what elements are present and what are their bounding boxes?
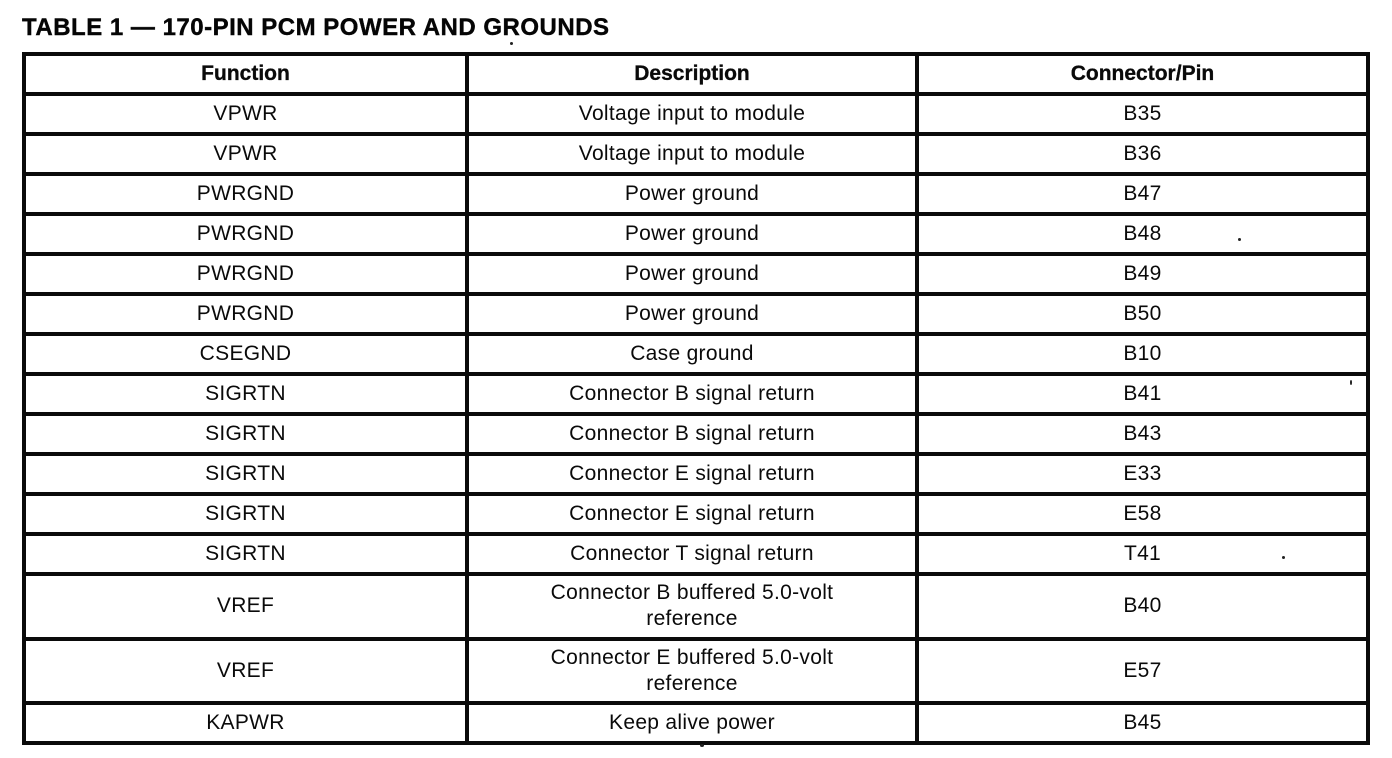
scan-noise-speck	[510, 42, 513, 45]
cell-description	[467, 454, 917, 494]
scan-noise-speck	[1238, 238, 1241, 241]
table-row	[24, 454, 1368, 494]
description-text: Connector B buffered 5.0-volt reference	[550, 581, 834, 631]
table-row	[24, 94, 1368, 134]
cell-pin: B48	[917, 214, 1368, 254]
cell-pin: B41	[917, 374, 1368, 414]
description-text: Connector B signal return	[569, 381, 815, 405]
table-row	[24, 703, 1368, 743]
cell-pin: T41	[917, 534, 1368, 574]
column-header-function: Function	[24, 54, 467, 94]
description-text: Voltage input to module	[578, 141, 806, 165]
description-text: Connector B signal return	[569, 421, 815, 445]
description-text: Connector E signal return	[569, 461, 815, 485]
cell-function: VREF	[24, 574, 467, 639]
cell-pin: B50	[917, 294, 1368, 334]
cell-function: VPWR	[24, 94, 467, 134]
description-text: Keep alive power	[609, 710, 775, 734]
scan-noise-speck	[700, 744, 704, 747]
table-row	[24, 254, 1368, 294]
cell-function: SIGRTN	[24, 494, 467, 534]
cell-description	[467, 703, 917, 743]
cell-pin: B43	[917, 414, 1368, 454]
cell-function: VPWR	[24, 134, 467, 174]
cell-function: VREF	[24, 639, 467, 704]
cell-function: KAPWR	[24, 703, 467, 743]
description-text: Case ground	[630, 341, 754, 365]
description-text: Connector T signal return	[570, 541, 814, 565]
cell-description	[467, 214, 917, 254]
cell-pin: B10	[917, 334, 1368, 374]
cell-description	[467, 639, 917, 704]
table-header-row	[24, 54, 1368, 94]
table-row	[24, 534, 1368, 574]
pcm-power-grounds-table	[22, 52, 1370, 745]
cell-description	[467, 374, 917, 414]
scan-noise-speck	[1350, 380, 1352, 385]
description-text: Connector E buffered 5.0-volt reference	[550, 645, 834, 695]
table-row	[24, 374, 1368, 414]
cell-function: PWRGND	[24, 174, 467, 214]
table-row	[24, 174, 1368, 214]
scan-noise-speck	[1282, 556, 1285, 559]
cell-pin: B49	[917, 254, 1368, 294]
cell-function: CSEGND	[24, 334, 467, 374]
description-text: Connector E signal return	[569, 501, 815, 525]
table-row	[24, 639, 1368, 704]
cell-pin: B35	[917, 94, 1368, 134]
column-header-description: Description	[467, 54, 917, 94]
cell-function: PWRGND	[24, 294, 467, 334]
cell-pin: B40	[917, 574, 1368, 639]
cell-description	[467, 134, 917, 174]
cell-function: SIGRTN	[24, 374, 467, 414]
description-text: Power ground	[624, 181, 760, 205]
cell-description	[467, 414, 917, 454]
cell-pin: E33	[917, 454, 1368, 494]
cell-pin: E58	[917, 494, 1368, 534]
cell-description	[467, 294, 917, 334]
cell-function: SIGRTN	[24, 534, 467, 574]
cell-description	[467, 334, 917, 374]
table-row	[24, 134, 1368, 174]
description-text: Power ground	[624, 221, 760, 245]
cell-pin: B47	[917, 174, 1368, 214]
table-row	[24, 294, 1368, 334]
cell-description	[467, 534, 917, 574]
table-row	[24, 414, 1368, 454]
cell-function: SIGRTN	[24, 454, 467, 494]
page-title: TABLE 1 — 170-PIN PCM POWER AND GROUNDS	[22, 14, 610, 41]
cell-description	[467, 94, 917, 134]
cell-description	[467, 174, 917, 214]
cell-pin: B36	[917, 134, 1368, 174]
description-text: Power ground	[624, 261, 760, 285]
cell-description	[467, 254, 917, 294]
table-row	[24, 334, 1368, 374]
cell-pin: B45	[917, 703, 1368, 743]
description-text: Voltage input to module	[578, 101, 806, 125]
cell-description	[467, 494, 917, 534]
cell-description	[467, 574, 917, 639]
description-text: Power ground	[624, 301, 760, 325]
cell-function: SIGRTN	[24, 414, 467, 454]
column-header-connector-pin: Connector/Pin	[917, 54, 1368, 94]
table-row	[24, 494, 1368, 534]
cell-pin: E57	[917, 639, 1368, 704]
table-row	[24, 574, 1368, 639]
cell-function: PWRGND	[24, 254, 467, 294]
cell-function: PWRGND	[24, 214, 467, 254]
table-row	[24, 214, 1368, 254]
